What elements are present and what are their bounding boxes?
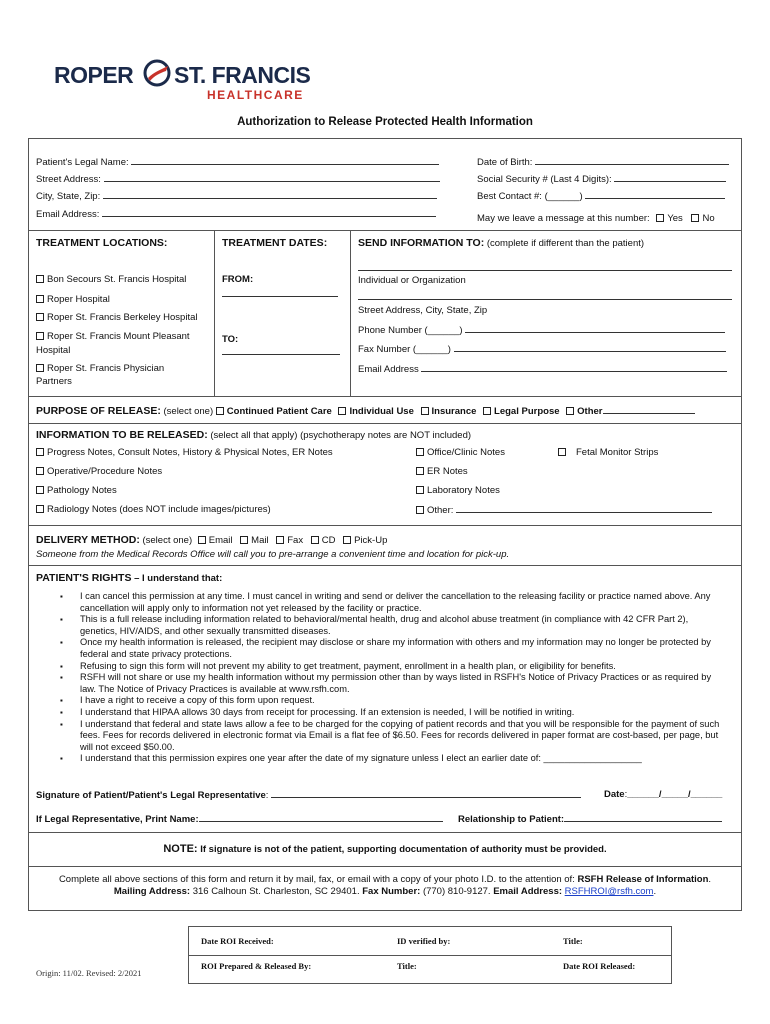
purpose-other-checkbox[interactable] (566, 407, 574, 415)
org-label: Individual or Organization (358, 275, 466, 286)
rights-item: ▪ I have a right to receive a copy of this form upon request. (60, 695, 724, 707)
send-address-label: Street Address, City, State, Zip (358, 305, 488, 316)
delivery-method: DELIVERY METHOD: (select one) Email Mail Fax CD Pick-Up (36, 534, 388, 546)
rights-item: ▪ Refusing to sign this form will not prevent my ability to get treatment, payment, enrollment in a health plan, or eligibility for benefits. (60, 661, 724, 673)
roper-st-francis-logo (54, 58, 324, 106)
message-no-checkbox[interactable] (691, 214, 699, 222)
email-address-field[interactable]: Email Address: (36, 208, 436, 220)
date-roi-released-label: Date ROI Released: (563, 961, 636, 971)
rights-item: ▪ I can cancel this permission at any time. I must cancel in writing and send or deliver the cancellation to the releasing facility or practice named above. Any cancellation will apply only to information not yet released by the facility or practice. (60, 591, 724, 614)
info-laboratory-notes[interactable]: Laboratory Notes (416, 485, 500, 496)
from-label: FROM: (222, 274, 254, 285)
pickup-note: Someone from the Medical Records Office will call you to pre-arrange a convenient time and location for pick-up. (36, 549, 510, 560)
location-mount-pleasant-line2: Hospital (36, 345, 71, 356)
location-physician-partners-line2: Partners (36, 376, 72, 387)
org-name-field[interactable] (358, 262, 732, 274)
send-street-field[interactable] (358, 291, 732, 303)
rights-item: ▪ I understand that this permission expires one year after the date of my signature unless I elect an earlier date of: ___________________ (60, 753, 724, 765)
patient-rights-list (60, 591, 724, 765)
info-fetal-monitor[interactable]: Fetal Monitor Strips (558, 447, 658, 458)
location-berkeley[interactable]: Roper St. Francis Berkeley Hospital (36, 312, 197, 323)
origin-revision: Origin: 11/02. Revised: 2/2021 (36, 968, 142, 978)
logo-mark-icon (142, 58, 172, 88)
delivery-cd-checkbox[interactable] (311, 536, 319, 544)
rights-item: ▪ I understand that HIPAA allows 30 days from receipt for processing. If an extension is needed, I will be notified in writing. (60, 707, 724, 719)
office-use-box (188, 926, 672, 984)
rights-item: ▪ RSFH will not share or use my health information without my permission other than by ways listed in RSFH's Notice of Privacy Practices or as required by law. The Notice of Privacy Practices is available at www.rsfh.com. (60, 672, 724, 695)
to-label: TO: (222, 334, 239, 345)
logo-word-healthcare: HEALTHCARE (207, 88, 304, 102)
purpose-insurance-checkbox[interactable] (421, 407, 429, 415)
to-date-field[interactable] (222, 346, 340, 358)
message-yes-checkbox[interactable] (656, 214, 664, 222)
delivery-email-checkbox[interactable] (198, 536, 206, 544)
send-phone-field[interactable]: Phone Number (______) (358, 324, 725, 336)
delivery-mail-checkbox[interactable] (240, 536, 248, 544)
legal-name-field[interactable]: Patient's Legal Name: (36, 156, 439, 168)
page-title: Authorization to Release Protected Health Information (237, 116, 533, 128)
info-progress-notes[interactable]: Progress Notes, Consult Notes, History & Physical Notes, ER Notes (36, 447, 333, 458)
location-physician-partners[interactable]: Roper St. Francis Physician (36, 363, 164, 374)
info-office-notes[interactable]: Office/Clinic Notes (416, 447, 505, 458)
relationship-field[interactable]: Relationship to Patient: (458, 813, 722, 825)
info-er-notes[interactable]: ER Notes (416, 466, 468, 477)
rights-item: ▪ I understand that federal and state laws allow a fee to be charged for the copying of patient records and that you will be responsible for the payment of such fees. Fees for records delivered in electronic format via Email is a flat fee of $6.50. Fees for records delivered in paper format are cost-based, per page, but will not exceed $50.00. (60, 719, 724, 754)
info-to-release-header: INFORMATION TO BE RELEASED: (select all that apply) (psychotherapy notes are NOT included) (36, 429, 472, 441)
send-information-header: SEND INFORMATION TO: (complete if different than the patient) (358, 237, 645, 249)
treatment-locations-header: TREATMENT LOCATIONS: (36, 237, 168, 249)
best-contact-field[interactable]: Best Contact #: (______) (477, 190, 725, 202)
info-other[interactable]: Other: (416, 504, 712, 516)
location-mount-pleasant[interactable]: Roper St. Francis Mount Pleasant (36, 331, 190, 342)
logo-word-roper: ROPER (54, 62, 134, 88)
ssn-field[interactable]: Social Security # (Last 4 Digits): (477, 173, 726, 185)
logo-word-st-francis: ST. FRANCIS (174, 62, 311, 88)
leave-message-question: May we leave a message at this number: Yes No (477, 213, 715, 224)
patient-rights-header: PATIENT'S RIGHTS – I understand that: (36, 572, 223, 584)
purpose-individual-use-checkbox[interactable] (338, 407, 346, 415)
title-label: Title: (397, 961, 417, 971)
footer-instructions: Complete all above sections of this form and return it by mail, fax, or email with a copy of your photo I.D. to the attention of: RSFH Release of Information. (58, 874, 712, 885)
info-pathology-notes[interactable]: Pathology Notes (36, 485, 117, 496)
delivery-fax-checkbox[interactable] (276, 536, 284, 544)
email-link[interactable]: RSFHROI@rsfh.com (564, 886, 654, 897)
send-fax-field[interactable]: Fax Number (______) (358, 343, 726, 355)
date-of-birth-field[interactable]: Date of Birth: (477, 156, 729, 168)
signature-date-field[interactable]: Date:______/_____/______ (604, 789, 723, 800)
rights-item: ▪ This is a full release including information related to behavioral/mental health, drug and alcohol abuse treatment (in compliance with 42 CFR Part 2), genetics, HIV/AIDS, and other sexually transmitted diseases. (60, 614, 724, 637)
purpose-of-release: PURPOSE OF RELEASE: (select one) Continued Patient Care Individual Use Insurance Legal Purpose Other (36, 405, 695, 417)
location-roper-hospital[interactable]: Roper Hospital (36, 294, 110, 305)
treatment-dates-header: TREATMENT DATES: (222, 237, 328, 249)
send-email-field[interactable]: Email Address (358, 363, 727, 375)
roi-prepared-label: ROI Prepared & Released By: (201, 961, 312, 971)
delivery-pickup-checkbox[interactable] (343, 536, 351, 544)
info-radiology-notes[interactable]: Radiology Notes (does NOT include images/pictures) (36, 504, 271, 515)
title-label: Title: (563, 936, 583, 946)
from-date-field[interactable] (222, 288, 338, 300)
purpose-legal-checkbox[interactable] (483, 407, 491, 415)
city-state-zip-field[interactable]: City, State, Zip: (36, 190, 437, 202)
date-roi-received-label: Date ROI Received: (201, 936, 274, 946)
print-name-field[interactable]: If Legal Representative, Print Name: (36, 813, 443, 825)
location-bon-secours[interactable]: Bon Secours St. Francis Hospital (36, 274, 186, 285)
purpose-continued-care-checkbox[interactable] (216, 407, 224, 415)
street-address-field[interactable]: Street Address: (36, 173, 440, 185)
signature-field[interactable]: Signature of Patient/Patient's Legal Representative: (36, 789, 581, 801)
rights-item: ▪ Once my health information is released, the recipient may disclose or share my information with others and my information may no longer be protected by federal and state privacy protections. (60, 637, 724, 660)
info-operative-notes[interactable]: Operative/Procedure Notes (36, 466, 162, 477)
id-verified-label: ID verified by: (397, 936, 451, 946)
note-line: NOTE: If signature is not of the patient, supporting documentation of authority must be provided. (163, 843, 607, 855)
footer-contact: Mailing Address: 316 Calhoun St. Charleston, SC 29401. Fax Number: (770) 810-9127. Email Address: RSFHROI@rsfh.com. (113, 886, 657, 897)
